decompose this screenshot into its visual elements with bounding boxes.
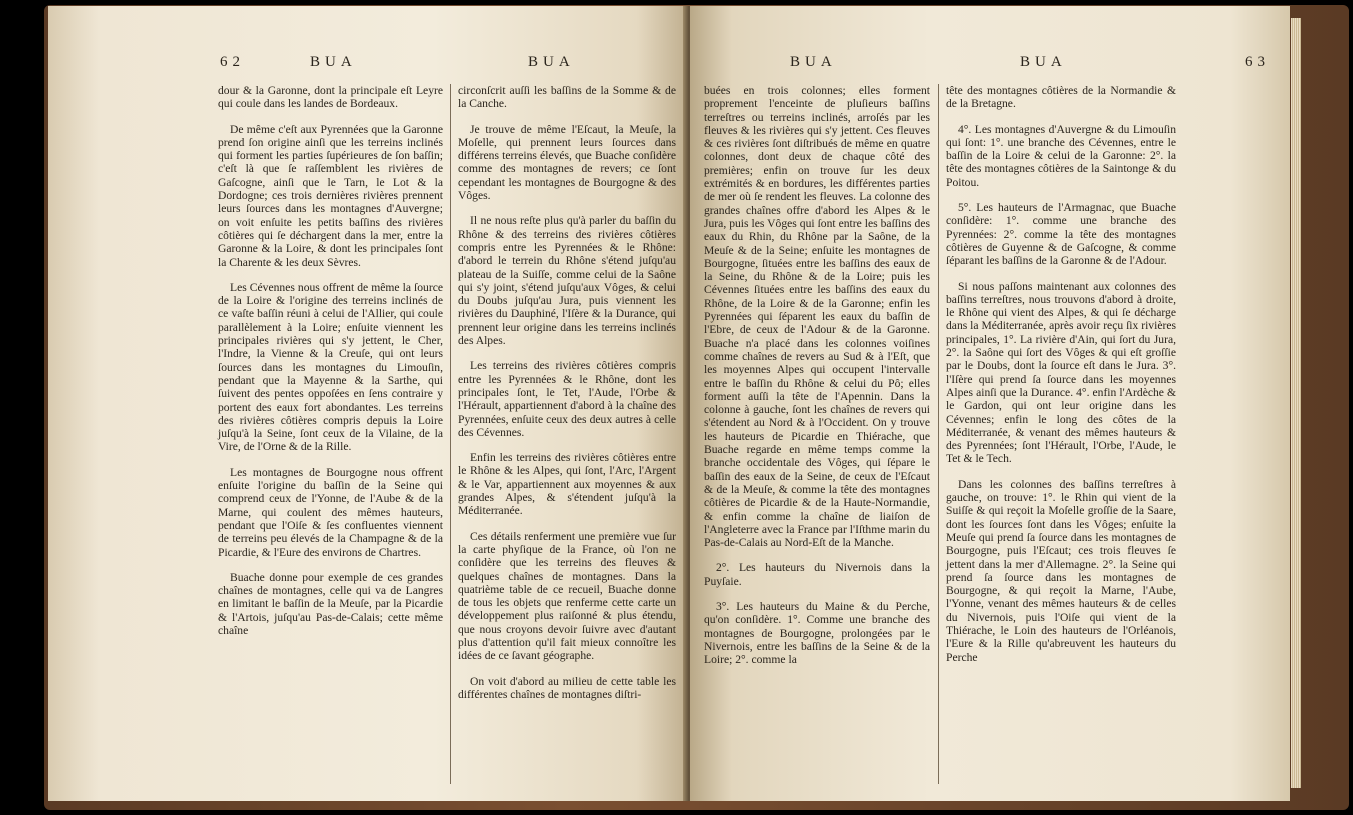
- right-running-head-1: BUA: [790, 54, 837, 70]
- right-page: [690, 6, 1290, 801]
- paragraph: Buache donne pour exemple de ces grandes chaînes de montagnes, celle qui va de Langres en limitant le baſſin de la Meuſe, par la Picardie & l'Artois, juſqu'au Pas-de-Calais; cette même chaîne: [218, 570, 443, 637]
- paragraph: 5°. Les hauteurs de l'Armagnac, que Buache conſidère: 1°. comme une branche des Pyrennées: 2°. comme la tête des montagnes côtières de Guyenne & de Gaſcogne, & comme ſéparant les baſſins de la Garonne & de l'Adour.: [946, 201, 1176, 268]
- paragraph: buées en trois colonnes; elles forment proprement l'enceinte de pluſieurs baſſins terreſtres ou terreins inclinés, arroſés par les fleuves & les rivières qui s'y jettent. Ces fleuves & ces rivières ſont diſtribués de même en quatre colonnes, dont deux de chaque côté des premières; enfin on trouve ſur les deux extrémités & en bordures, les différentes parties de mer où ſe rendent les fleuves. La colonne des grandes chaînes offre d'abord les Alpes & le Jura, puis les Vôges qui ſont entre les baſſins des eaux du Rhin, du Rhône par la Saône, de la Meuſe & de la Seine; enſuite les montagnes de Bourgogne, ſituées entre les baſſins des eaux de la Seine, du Rhône & de la Loire; puis les Cévennes ſituées entre les baſſins des eaux du Rhône, de la Loire & de la Garonne; enfin les Pyrennées qui ſéparent les eaux du baſſin de l'Ebre, de ceux de l'Adour & de la Garonne. Buache n'a placé dans les colonnes voiſines comme chaînes de revers au Sud & à l'Eſt, que les moyennes Alpes qui occupent l'intervalle entre le baſſin du Rhône & celui du Pô; elles forment auſſi la tête de l'Apennin. Dans la colonne à gauche, ſont les chaînes de revers qui s'étendent au Nord & à l'Occident. On y trouve les hauteurs de Picardie en Thiérache, que Buache regarde en même temps comme la branche occidentale des Vôges, qui ſépare le baſſin des eaux de la Seine, de ceux de l'Eſcaut & de la Meuſe, & comme la tête des montagnes côtières de Picardie & de la Haute-Normandie, & enfin comme la chaîne de liaiſon de l'Angleterre avec la France par l'Iſthme marin du Pas-de-Calais au Nord-Eſt de la Manche.: [704, 84, 930, 550]
- left-running-head-1: BUA: [310, 54, 357, 70]
- left-column-2: [458, 84, 676, 713]
- paragraph: De même c'eſt aux Pyrennées que la Garonne prend ſon origine ainſi que les terreins inclinés qui forment les parties ſupérieures de ſon baſſin; c'eſt là que ſe raſſemblent les rivières de Gaſcogne, ainſi que le Tarn, le Lot & la Dordogne; ces trois dernières rivières prennent leurs ſources dans les montagnes d'Auvergne; on voit enſuite les petits baſſins des rivières côtières qui ſe déchargent dans la mer, entre la Garonne & la Loire, & dont les principales ſont la Charente & les deux Sèvres.: [218, 122, 443, 269]
- paragraph: Enfin les terreins des rivières côtières entre le Rhône & les Alpes, qui ſont, l'Arc, l'Argent & le Var, appartiennent aux moyennes & aux grandes Alpes, & s'étendent juſqu'à la Méditerranée.: [458, 451, 676, 518]
- paragraph: Je trouve de même l'Eſcaut, la Meuſe, la Moſelle, qui prennent leurs ſources dans différens terreins élevés, que Buache conſidère comme des montagnes de revers; ce ſont cependant les montagnes de Bourgogne & des Vôges.: [458, 122, 676, 203]
- right-column-1: [704, 84, 930, 678]
- paragraph: On voit d'abord au milieu de cette table les différentes chaînes de montagnes diſtri-: [458, 674, 676, 701]
- paragraph: Les Cévennes nous offrent de même la ſource de la Loire & l'origine des terreins inclinés de ce vaſte baſſin réuni à celui de l'Allier, qui coule parallèlement à la Loire; enſuite viennent les principales rivières qui s'y jettent, le Cher, l'Indre, la Vienne & la Creuſe, qui ont leurs ſources dans les montagnes du Limouſin, pendant que la Mayenne & la Sarthe, qui ſuivent des pentes oppoſées en ſens contraire y portent des eaux fort abondantes. Les terreins des rivières côtières compris depuis la Loire juſqu'à la Seine, ſont ceux de la Vilaine, de la Vire, de l'Orne & de la Rille.: [218, 280, 443, 454]
- paragraph: 4°. Les montagnes d'Auvergne & du Limouſin qui ſont: 1°. une branche des Cévennes, entre le baſſin de la Loire & celui de la Garonne: 2°. la tête des montagnes côtières de la Saintonge & du Poitou.: [946, 122, 1176, 189]
- left-page-number: 62: [220, 54, 245, 70]
- right-page-number: 63: [1245, 54, 1270, 70]
- column-rule: [450, 84, 451, 784]
- paragraph: Ces détails renferment une première vue ſur la carte phyſique de la France, où l'on ne conſidère que les terreins des fleuves & quelques chaînes de montagnes. Dans la quatrième table de ce recueil, Buache donne de tous les objets que renferme cette carte un développement plus raiſonné & plus étendu, que nous croyons devoir ſuivre avec d'autant plus d'attention qu'il fait mieux connoître les idées de ce ſavant géographe.: [458, 529, 676, 663]
- paragraph: Il ne nous reſte plus qu'à parler du baſſin du Rhône & des terreins des rivières côtières compris entre les Pyrennées & le Rhône: d'abord le terrein du Rhône s'étend juſqu'au plateau de la Suiſſe, comme celui de la Saône qui s'y joint, s'étend juſqu'aux Vôges, & celui du Doubs juſqu'au Jura, puis viennent les rivières du Dauphiné, l'Iſère & la Durance, qui prennent leur origine dans les terreins inclinés des Alpes.: [458, 214, 676, 348]
- column-rule: [938, 84, 939, 784]
- paragraph: tête des montagnes côtières de la Normandie & de la Bretagne.: [946, 84, 1176, 111]
- paragraph: Dans les colonnes des baſſins terreſtres à gauche, on trouve: 1°. le Rhin qui vient de la Suiſſe & qui reçoit la Moſelle groſſie de la Saare, dont les ſources ſont dans les Vôges; enſuite la Meuſe qui prend ſa ſource dans les montagnes de Bourgogne, puis l'Eſcaut; ces trois fleuves ſe jettent dans la mer d'Allemagne. 2°. la Seine qui prend ſa ſource dans les montagnes de Bourgogne, & qui reçoit la Marne, l'Aube, l'Yonne, venant des mêmes hauteurs & de celles du Nivernois, puis l'Oiſe qui vient de la Thiérache, le Loin des hauteurs de l'Orléanois, l'Eure & la Rille qu'abreuvent les hauteurs du Perche: [946, 477, 1176, 664]
- left-page: [48, 6, 688, 801]
- left-running-head-2: BUA: [528, 54, 575, 70]
- paragraph: dour & la Garonne, dont la principale eſt Leyre qui coule dans les landes de Bordeaux.: [218, 84, 443, 111]
- paragraph: Les terreins des rivières côtières compris entre les Pyrennées & le Rhône, dont les principales ſont, le Tet, l'Aude, l'Orbe & l'Hérault, appartiennent d'abord à la chaîne des Pyrennées, enſuite ceux des deux autres à celle des Cévennes.: [458, 359, 676, 439]
- paragraph: Si nous paſſons maintenant aux colonnes des baſſins terreſtres, nous trouvons d'abord à droite, le Rhône qui vient des Alpes, & qui ſe décharge dans la Méditerranée, après avoir reçu ſix rivières principales, 1°. La rivière d'Ain, qui ſort du Jura, 2°. la Saône qui ſort des Vôges & qui eſt groſſie par le Doubs, dont la ſource eſt dans le Jura. 3°. l'Iſère qui prend ſa ſource dans les moyennes Alpes ainſi que la Durance. 4°. enfin l'Ardèche & le Gardon, qui ont leur origine dans les Cévennes; enfin le long des côtes de la Méditerranée, & venant des mêmes hauteurs & des Pyrennées; ſont l'Hérault, l'Orbe, l'Aude, le Tet & le Tech.: [946, 279, 1176, 466]
- right-running-head-2: BUA: [1020, 54, 1067, 70]
- right-column-2: [946, 84, 1176, 676]
- page-edges-right: [1291, 18, 1301, 788]
- paragraph: Les montagnes de Bourgogne nous offrent enſuite l'origine du baſſin de la Seine qui comprend ceux de l'Yonne, de l'Aube & de la Marne, qui coulent des mêmes hauteurs, pendant que l'Oiſe & ſes confluentes viennent de terreins peu élevés de la Champagne & de la Picardie, & l'Eure des environs de Chartres.: [218, 465, 443, 559]
- paragraph: 2°. Les hauteurs du Nivernois dans la Puyſaie.: [704, 561, 930, 588]
- left-column-1: [218, 84, 443, 649]
- paragraph: 3°. Les hauteurs du Maine & du Perche, qu'on conſidère. 1°. Comme une branche des montagnes de Bourgogne, prolongées par le Nivernois, entre les baſſins de la Seine & de la Loire; 2°. comme la: [704, 599, 930, 667]
- paragraph: circonſcrit auſſi les baſſins de la Somme & de la Canche.: [458, 84, 676, 111]
